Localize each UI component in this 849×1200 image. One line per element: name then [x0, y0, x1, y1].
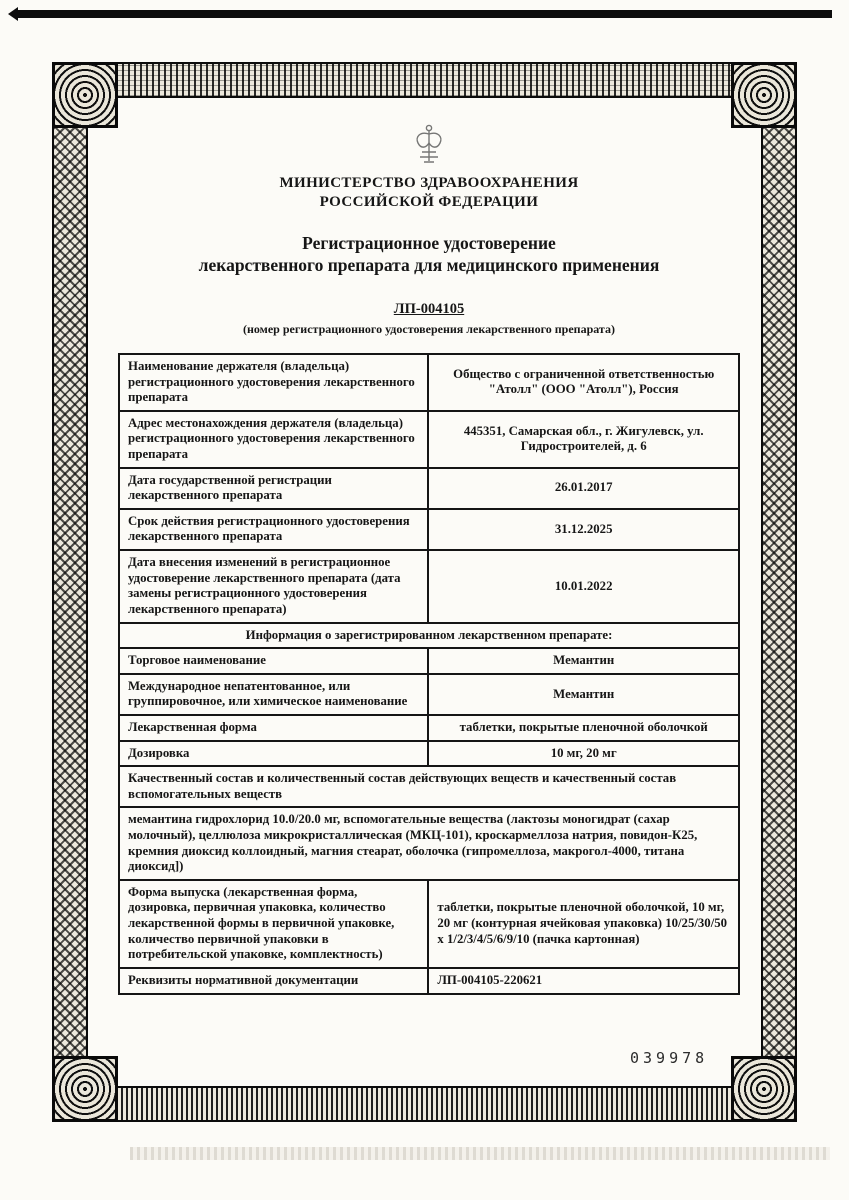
border-corner-rosette [731, 62, 797, 128]
table-row [119, 468, 739, 509]
table-row [119, 968, 739, 994]
stamp-number: 039978 [630, 1048, 709, 1067]
ministry-name [118, 174, 740, 212]
border-edge-right [761, 124, 797, 1060]
registration-number-caption: (номер регистрационного удостоверения лекарственного препарата) [243, 322, 615, 336]
table-row [119, 715, 739, 741]
field-label: Дозировка [119, 741, 428, 767]
field-label: Наименование держателя (владельца) регистрационного удостоверения лекарственного препарата [119, 354, 428, 411]
field-label: Дата государственной регистрации лекарственного препарата [119, 468, 428, 509]
field-value: Общество с ограниченной ответственностью "Атолл" (ООО "Атолл"), Россия [428, 354, 739, 411]
field-value: 445351, Самарская обл., г. Жигулевск, ул. Гидростроителей, д. 6 [428, 411, 739, 468]
table-row [119, 880, 739, 968]
certificate-content [118, 122, 740, 1067]
field-value: Мемантин [428, 674, 739, 715]
coat-of-arms-icon [411, 122, 447, 170]
document-title-line1: Регистрационное удостоверение [302, 232, 556, 253]
field-value: 26.01.2017 [428, 468, 739, 509]
field-value: Мемантин [428, 648, 739, 674]
field-label: Адрес местонахождения держателя (владельца) регистрационного удостоверения лекарственного препарата [119, 411, 428, 468]
field-label: Форма выпуска (лекарственная форма, дозировка, первичная упаковка, количество лекарственной формы в первичной упаковке, количество первичной упаковки в потребительской упаковке, комплектность) [119, 880, 428, 968]
composition-title-row [119, 766, 739, 807]
composition-text: мемантина гидрохлорид 10.0/20.0 мг, вспомогательные вещества (лактозы моногидрат (сахар молочный), целлюлоза микрокристаллическая (МКЦ-101), кроскармеллоза натрия, повидон-К25, кремния диоксид коллоидный, магния стеарат, оболочка (гипромеллоза, макрогол-4000, титана диоксид]) [119, 807, 739, 879]
composition-text-row [119, 807, 739, 879]
table-row [119, 648, 739, 674]
registration-number: ЛП-004105 [393, 301, 465, 317]
field-value: 31.12.2025 [428, 509, 739, 550]
scan-artifact-bottom-strip [130, 1147, 830, 1160]
border-corner-rosette [731, 1056, 797, 1122]
ministry-line2: РОССИЙСКОЙ ФЕДЕРАЦИИ [319, 193, 539, 210]
table-row [119, 741, 739, 767]
field-value: 10 мг, 20 мг [428, 741, 739, 767]
section-info-text: Информация о зарегистрированном лекарственном препарате: [119, 623, 739, 649]
table-row [119, 674, 739, 715]
field-value: ЛП-004105-220621 [428, 968, 739, 994]
border-edge-left [52, 124, 88, 1060]
border-edge-bottom [114, 1086, 735, 1122]
border-corner-rosette [52, 62, 118, 128]
ministry-line1: МИНИСТЕРСТВО ЗДРАВООХРАНЕНИЯ [279, 175, 579, 191]
table-row [119, 411, 739, 468]
field-value: таблетки, покрытые пленочной оболочкой, 10 мг, 20 мг (контурная ячейковая упаковка) 10/25/30/50 х 1/2/3/4/5/6/9/10 (пачка картонная) [428, 880, 739, 968]
field-value: таблетки, покрытые пленочной оболочкой [428, 715, 739, 741]
field-label: Дата внесения изменений в регистрационное удостоверение лекарственного препарата (дата замены регистрационного удостоверения лекарственного препарата) [119, 550, 428, 622]
certificate-table [118, 353, 740, 995]
field-label: Срок действия регистрационного удостоверения лекарственного препарата [119, 509, 428, 550]
border-edge-top [114, 62, 735, 98]
border-corner-rosette [52, 1056, 118, 1122]
field-label: Международное непатентованное, или группировочное, или химическое наименование [119, 674, 428, 715]
section-info-row [119, 623, 739, 649]
table-row [119, 354, 739, 411]
scan-artifact-top-bar [16, 10, 832, 18]
field-label: Лекарственная форма [119, 715, 428, 741]
field-value: 10.01.2022 [428, 550, 739, 622]
field-label: Реквизиты нормативной документации [119, 968, 428, 994]
table-row [119, 509, 739, 550]
table-row [119, 550, 739, 622]
document-title-line2: лекарственного препарата для медицинского применения [198, 255, 660, 276]
composition-title-text: Качественный состав и количественный состав действующих веществ и качественный состав вспомогательных веществ [119, 766, 739, 807]
document-title [118, 232, 740, 278]
field-label: Торговое наименование [119, 648, 428, 674]
